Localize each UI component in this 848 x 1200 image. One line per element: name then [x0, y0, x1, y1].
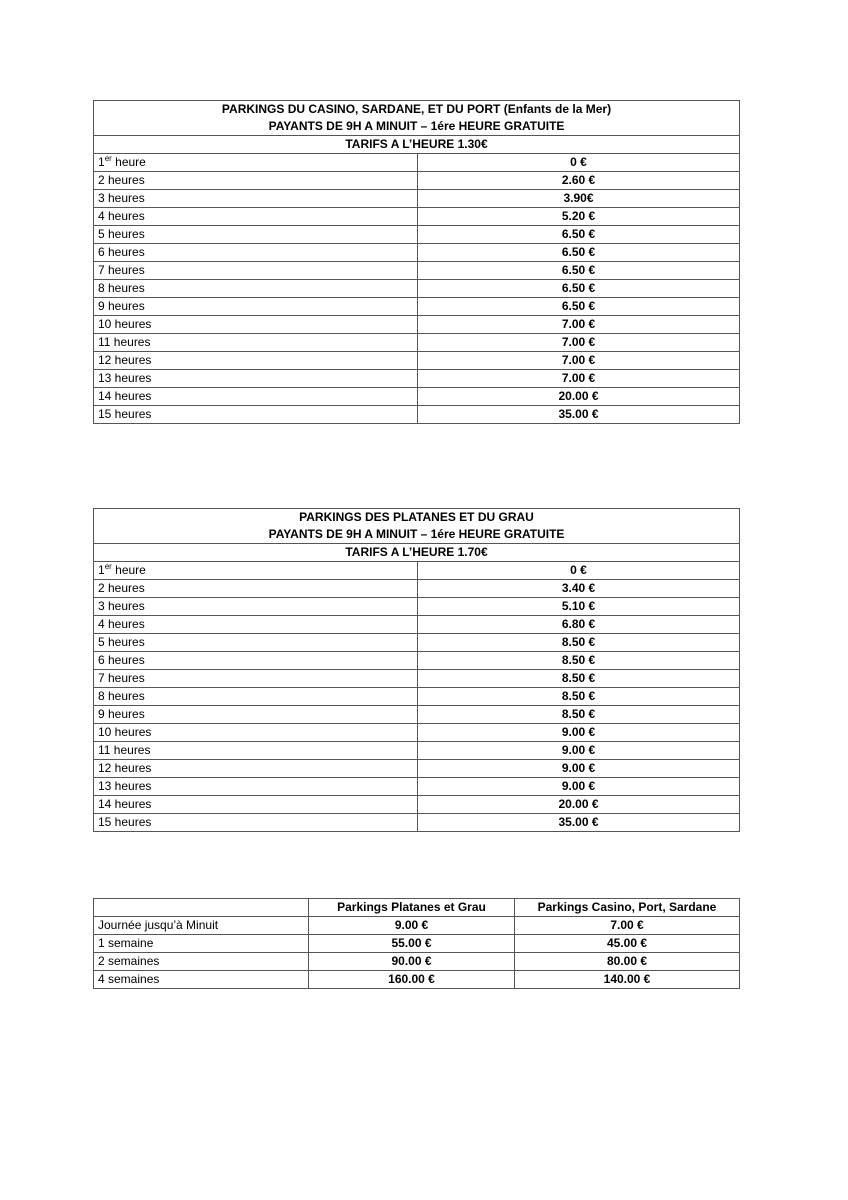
- table-row: [94, 226, 740, 244]
- duration-cell: 14 heures: [94, 388, 418, 406]
- duration-cell: 7 heures: [94, 262, 418, 280]
- duration-cell: 4 heures: [94, 616, 418, 634]
- duration-cell: 11 heures: [94, 742, 418, 760]
- duration-cell: 13 heures: [94, 778, 418, 796]
- duration-cell: 8 heures: [94, 688, 418, 706]
- table-row: [94, 580, 740, 598]
- price-cell: 7.00 €: [418, 316, 740, 334]
- duration-cell: 12 heures: [94, 352, 418, 370]
- table-row: [94, 316, 740, 334]
- duration-cell: 6 heures: [94, 244, 418, 262]
- price-cell: 8.50 €: [418, 652, 740, 670]
- duration-cell: 10 heures: [94, 724, 418, 742]
- duration-cell: 2 heures: [94, 580, 418, 598]
- table-row: [94, 280, 740, 298]
- duration-cell: 7 heures: [94, 670, 418, 688]
- price-cell: 0 €: [418, 562, 740, 580]
- price-casino-port-sardane-cell: 7.00 €: [515, 917, 740, 935]
- table-row: [94, 190, 740, 208]
- duration-label: heure: [111, 563, 146, 577]
- table-row: [94, 778, 740, 796]
- price-cell: 35.00 €: [418, 814, 740, 832]
- duration-cell: [94, 562, 418, 580]
- table-subtitle: TARIFS A L’HEURE 1.70€: [94, 544, 740, 562]
- duration-cell: 15 heures: [94, 814, 418, 832]
- price-cell: 20.00 €: [418, 388, 740, 406]
- duration-cell: 9 heures: [94, 298, 418, 316]
- subscription-tariff-table: [93, 898, 740, 989]
- duration-cell: [94, 154, 418, 172]
- price-cell: 6.50 €: [418, 298, 740, 316]
- price-casino-port-sardane-cell: 45.00 €: [515, 935, 740, 953]
- price-cell: 8.50 €: [418, 688, 740, 706]
- platanes-grau-tariff-table: [93, 508, 740, 832]
- ordinal-suffix: er: [104, 562, 112, 571]
- table-row: [94, 796, 740, 814]
- duration-cell: 8 heures: [94, 280, 418, 298]
- price-cell: 8.50 €: [418, 670, 740, 688]
- table-row: [94, 388, 740, 406]
- table-row: [94, 760, 740, 778]
- price-cell: 35.00 €: [418, 406, 740, 424]
- price-casino-port-sardane-cell: 140.00 €: [515, 971, 740, 989]
- period-cell: 2 semaines: [94, 953, 309, 971]
- duration-cell: 6 heures: [94, 652, 418, 670]
- price-cell: 2.60 €: [418, 172, 740, 190]
- price-casino-port-sardane-cell: 80.00 €: [515, 953, 740, 971]
- table-row: [94, 917, 740, 935]
- column-header-casino-port-sardane: Parkings Casino, Port, Sardane: [515, 899, 740, 917]
- column-header-platanes-grau: Parkings Platanes et Grau: [309, 899, 515, 917]
- table-row: [94, 262, 740, 280]
- table-row: [94, 706, 740, 724]
- duration-number: 1: [98, 155, 105, 169]
- duration-cell: 9 heures: [94, 706, 418, 724]
- price-cell: 6.50 €: [418, 244, 740, 262]
- table-row: [94, 935, 740, 953]
- price-cell: 7.00 €: [418, 370, 740, 388]
- period-cell: Journée jusqu’à Minuit: [94, 917, 309, 935]
- price-cell: 20.00 €: [418, 796, 740, 814]
- table-row: [94, 154, 740, 172]
- table-row: [94, 406, 740, 424]
- price-platanes-grau-cell: 9.00 €: [309, 917, 515, 935]
- duration-cell: 5 heures: [94, 634, 418, 652]
- table-row: [94, 334, 740, 352]
- table-row: [94, 814, 740, 832]
- table-row: [94, 244, 740, 262]
- price-cell: 3.40 €: [418, 580, 740, 598]
- duration-cell: 3 heures: [94, 598, 418, 616]
- table-row: [94, 724, 740, 742]
- price-cell: 6.50 €: [418, 226, 740, 244]
- table-subtitle: TARIFS A L’HEURE 1.30€: [94, 136, 740, 154]
- price-cell: 6.80 €: [418, 616, 740, 634]
- ordinal-suffix: er: [104, 154, 112, 163]
- price-cell: 7.00 €: [418, 352, 740, 370]
- price-cell: 6.50 €: [418, 262, 740, 280]
- table-row: [94, 370, 740, 388]
- price-cell: 9.00 €: [418, 778, 740, 796]
- table-row: [94, 172, 740, 190]
- duration-cell: 14 heures: [94, 796, 418, 814]
- duration-cell: 2 heures: [94, 172, 418, 190]
- table-title: PARKINGS DU CASINO, SARDANE, ET DU PORT (Enfants de la Mer) PAYANTS DE 9H A MINUIT – 1ére HEURE GRATUITE: [94, 101, 740, 136]
- price-cell: 8.50 €: [418, 634, 740, 652]
- table-row: [94, 953, 740, 971]
- duration-cell: 15 heures: [94, 406, 418, 424]
- period-cell: 4 semaines: [94, 971, 309, 989]
- duration-cell: 10 heures: [94, 316, 418, 334]
- price-cell: 9.00 €: [418, 724, 740, 742]
- price-cell: 8.50 €: [418, 706, 740, 724]
- duration-cell: 5 heures: [94, 226, 418, 244]
- table-row: [94, 971, 740, 989]
- duration-cell: 4 heures: [94, 208, 418, 226]
- duration-cell: 13 heures: [94, 370, 418, 388]
- duration-cell: 3 heures: [94, 190, 418, 208]
- table-row: [94, 634, 740, 652]
- table-row: [94, 598, 740, 616]
- table-row: [94, 352, 740, 370]
- table-row: [94, 208, 740, 226]
- duration-number: 1: [98, 563, 105, 577]
- price-platanes-grau-cell: 55.00 €: [309, 935, 515, 953]
- table-row: [94, 742, 740, 760]
- price-cell: 9.00 €: [418, 742, 740, 760]
- price-cell: 5.20 €: [418, 208, 740, 226]
- period-cell: 1 semaine: [94, 935, 309, 953]
- price-platanes-grau-cell: 90.00 €: [309, 953, 515, 971]
- table-row: [94, 670, 740, 688]
- table-row: [94, 688, 740, 706]
- table-title: PARKINGS DES PLATANES ET DU GRAU PAYANTS DE 9H A MINUIT – 1ére HEURE GRATUITE: [94, 509, 740, 544]
- duration-cell: 12 heures: [94, 760, 418, 778]
- price-cell: 9.00 €: [418, 760, 740, 778]
- duration-cell: 11 heures: [94, 334, 418, 352]
- table-row: [94, 616, 740, 634]
- table-row: [94, 652, 740, 670]
- price-cell: 3.90€: [418, 190, 740, 208]
- price-platanes-grau-cell: 160.00 €: [309, 971, 515, 989]
- casino-sardane-port-tariff-table: [93, 100, 740, 424]
- table-row: [94, 298, 740, 316]
- price-cell: 7.00 €: [418, 334, 740, 352]
- price-cell: 5.10 €: [418, 598, 740, 616]
- duration-label: heure: [111, 155, 146, 169]
- column-header-blank: [94, 899, 309, 917]
- price-cell: 0 €: [418, 154, 740, 172]
- table-row: [94, 562, 740, 580]
- price-cell: 6.50 €: [418, 280, 740, 298]
